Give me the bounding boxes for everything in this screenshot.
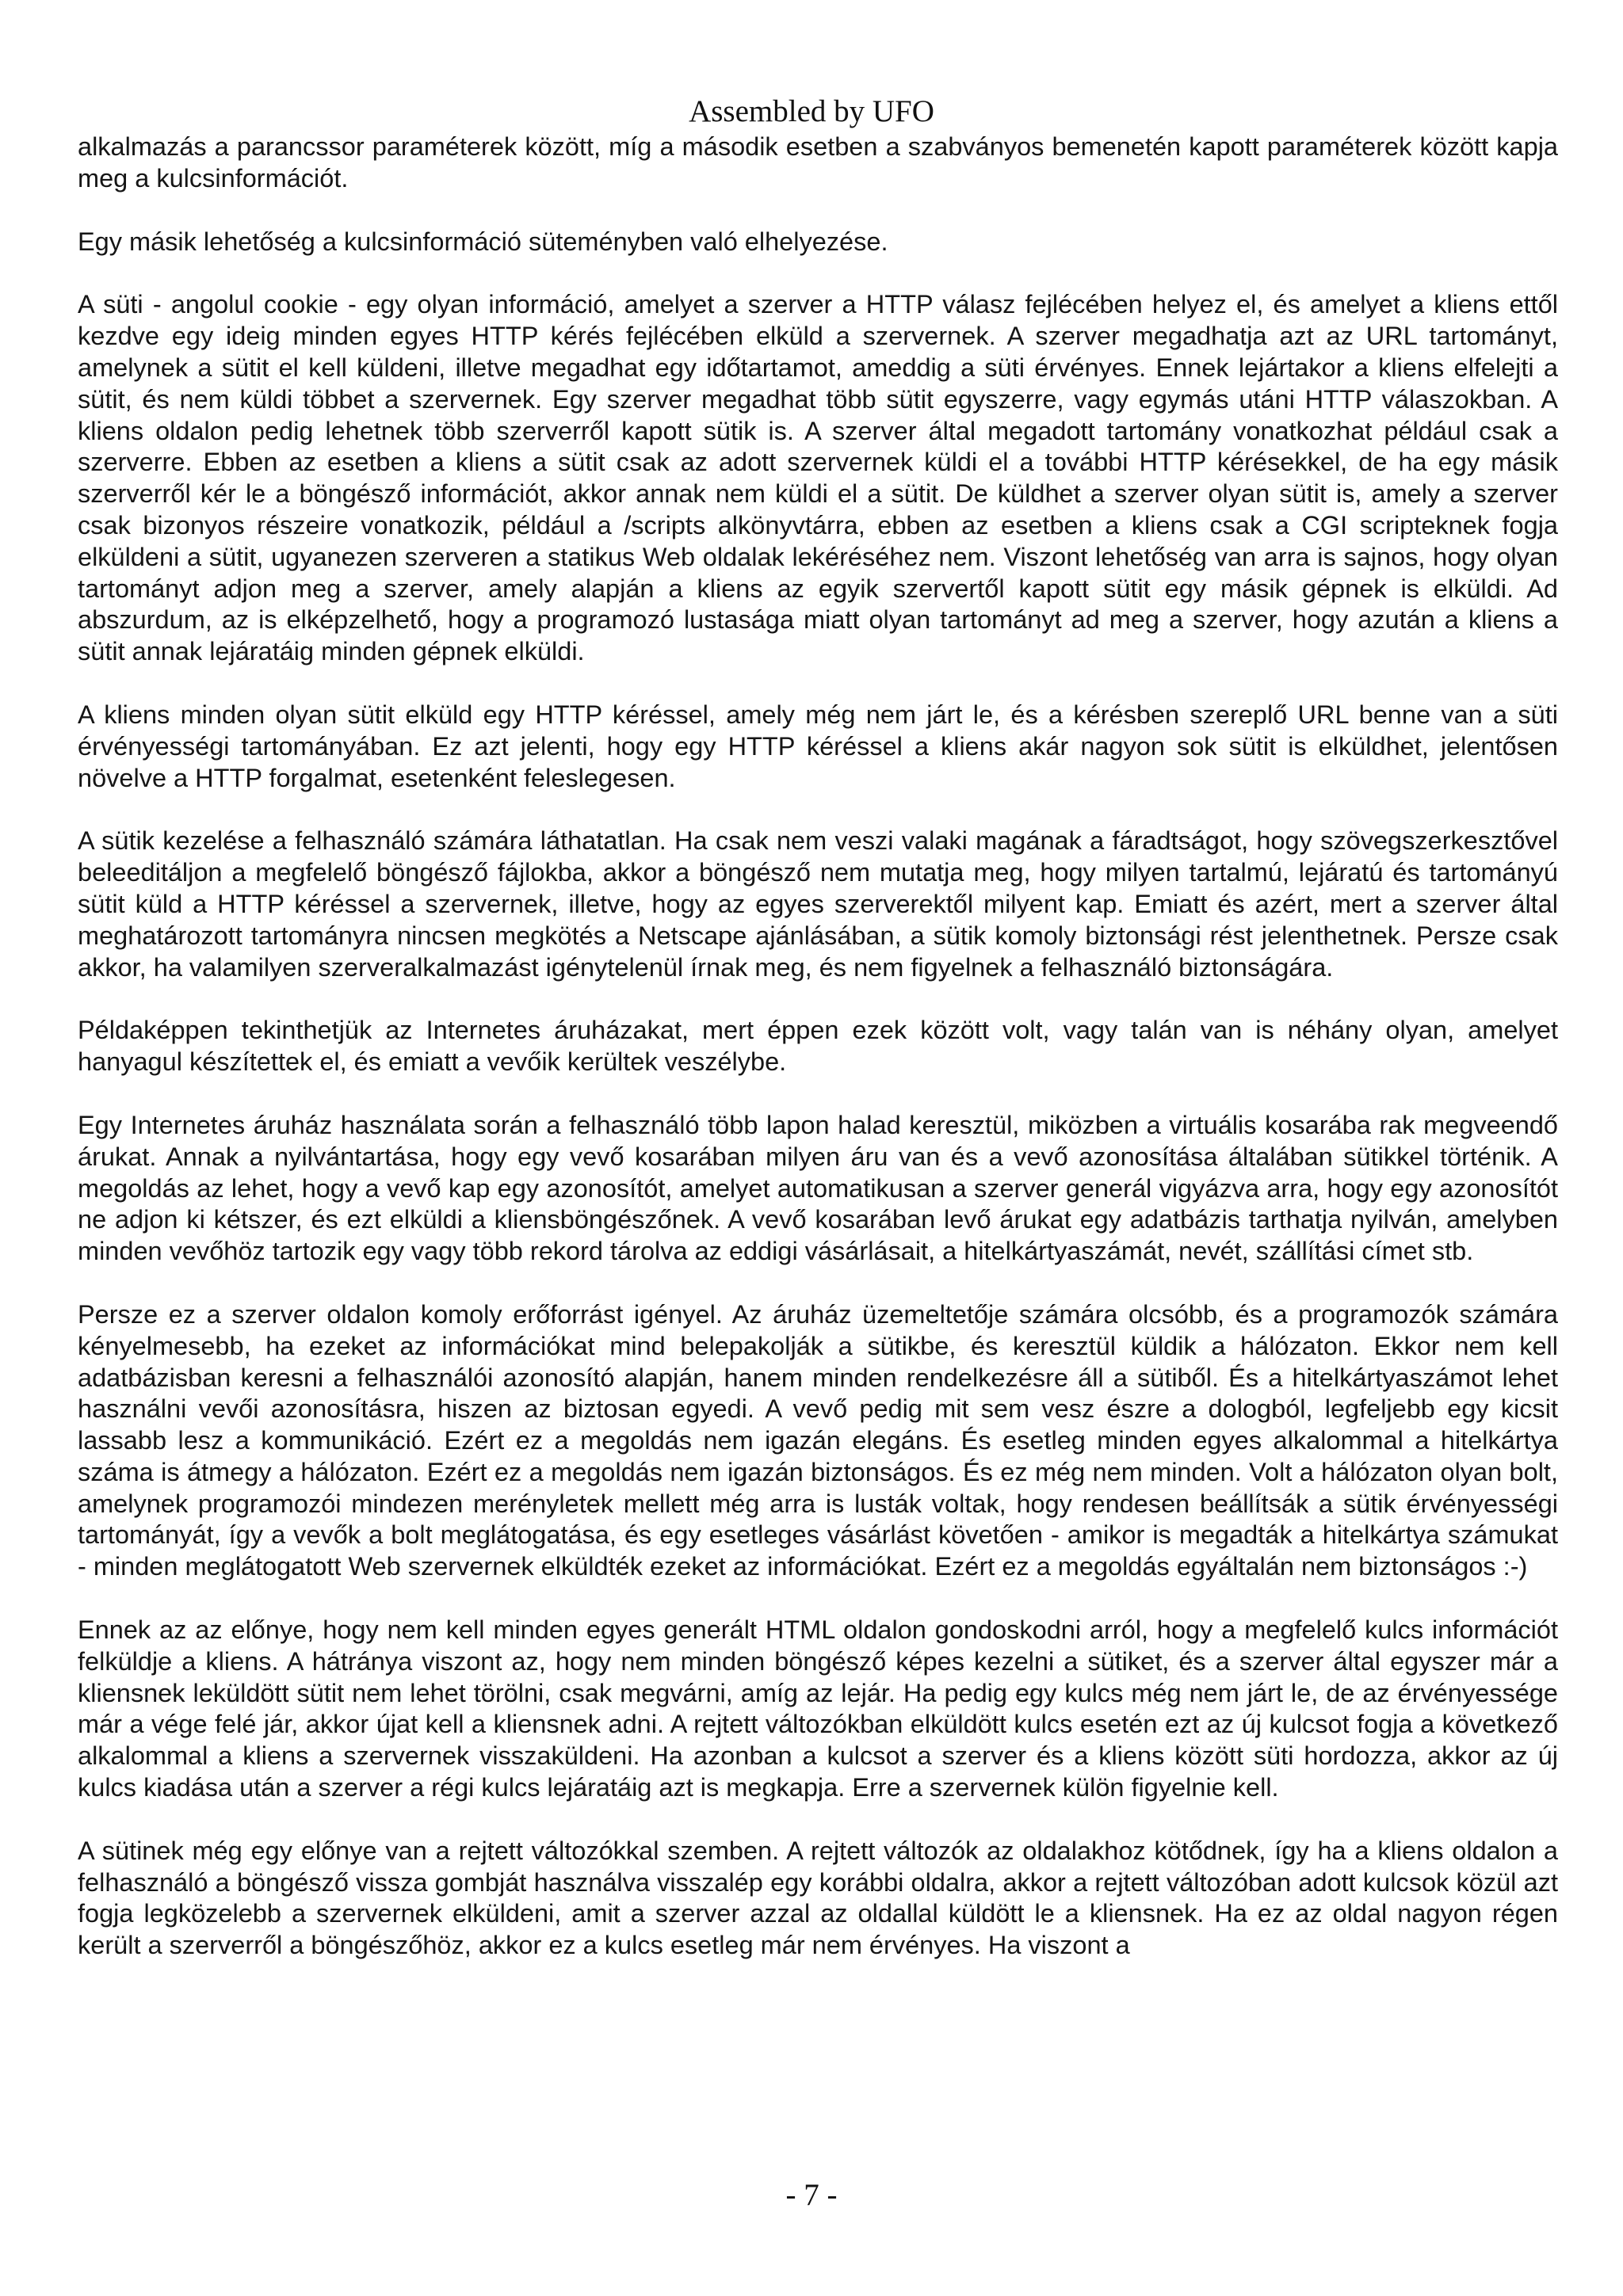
paragraph-6: Példaképpen tekinthetjük az Internetes áruházakat, mert éppen ezek között volt, vagy talán van is néhány olyan, amelyet hanyagul készítettek el, és emiatt a vevőik kerültek veszélybe. [78,1016,1558,1077]
paragraph-2: Egy másik lehetőség a kulcsinformáció süteményben való elhelyezése. [78,227,888,256]
body-text [78,132,1558,1962]
paragraph-4: A kliens minden olyan sütit elküld egy HTTP kéréssel, amely még nem járt le, és a kérésben szereplő URL benne van a süti érvényességi tartományában. Ez azt jelenti, hogy egy HTTP kéréssel a kliens akár nagyon sok sütit is elküldhet, jelentősen növelve a HTTP forgalmat, esetenként feleslegesen. [78,700,1558,792]
page-number: - 7 - [785,2178,838,2212]
paragraph-7: Egy Internetes áruház használata során a felhasználó több lapon halad keresztül, miközben a virtuális kosarába rak megveendő árukat. Annak a nyilvántartása, hogy egy vevő kosarában milyen áru van és a vevő azonosítása általában sütikkel történik. A megoldás az lehet, hogy a vevő kap egy azonosítót, amelyet automatikusan a szerver generál vigyázva arra, hogy egy azonosítót ne adjon ki kétszer, és ezt elküldi a kliensböngészőnek. A vevő kosarában levő árukat egy adatbázis tarthatja nyilván, amelyben minden vevőhöz tartozik egy vagy több rekord tárolva az eddigi vásárlásait, a hitelkártyaszámát, nevét, szállítási címet stb. [78,1110,1558,1266]
paragraph-8: Persze ez a szerver oldalon komoly erőforrást igényel. Az áruház üzemeltetője számára olcsóbb, és a programozók számára kényelmesebb, ha ezeket az információkat mind belepakolják a sütikbe, és keresztül küldik a hálózaton. Ekkor nem kell adatbázisban keresni a felhasználói azonosító alapján, hanem minden rendelkezésre áll a sütiből. És a hitelkártyaszámot lehet használni vevői azonosításra, hiszen az biztosan egyedi. A vevő pedig mit sem vesz észre a dologból, legfeljebb egy kicsit lassabb lesz a kommunikáció. Ezért ez a megoldás nem igazán elegáns. És esetleg minden egyes alkalommal a hitelkártya száma is átmegy a hálózaton. Ezért ez a megoldás nem igazán biztonságos. És ez még nem minden. Volt a hálózaton olyan bolt, amelynek programozói mindezen merényletek mellett még arra is lusták voltak, hogy rendesen beállítsák a sütik érvényességi tartományát, így a vevők a bolt meglátogatása, és egy esetleges vásárlást követően - amikor is megadták a hitelkártya számukat - minden meglátogatott Web szervernek elküldték ezeket az információkat. Ezért ez a megoldás egyáltalán nem biztonságos :-) [78,1299,1558,1581]
paragraph-10: A sütinek még egy előnye van a rejtett változókkal szemben. A rejtett változók az oldalakhoz kötődnek, így ha a kliens oldalon a felhasználó a böngésző vissza gombját használva visszalép egy korábbi oldalra, akkor a rejtett változóban adott kulcsok közül azt fogja legközelebb a szervernek elküldeni, amit a szerver azzal az oldallal küldött le a kliensnek. Ha ez az oldal nagyon régen került a szerverről a böngészőhöz, akkor ez a kulcs esetleg már nem érvényes. Ha viszont a [78,1836,1558,1960]
paragraph-1: alkalmazás a parancssor paraméterek között, míg a második esetben a szabványos bemenetén kapott paraméterek között kapja meg a kulcsinformációt. [78,132,1558,193]
paragraph-9: Ennek az az előnye, hogy nem kell minden egyes generált HTML oldalon gondoskodni arról, hogy a megfelelő kulcs információt felküldje a kliens. A hátránya viszont az, hogy nem minden böngésző képes kezelni a sütiket, és a szerver által egyszer már a kliensnek leküldött sütit nem lehet törölni, csak megvárni, amíg az lejár. Ha pedig egy kulcs még nem járt le, de az érvényessége már a vége felé jár, akkor újat kell a kliensnek adni. A rejtett változókban elküldött kulcs esetén ezt az új kulcsot fogja a következő alkalommal a kliens a szervernek visszaküldeni. Ha azonban a kulcsot a szerver és a kliens között süti hordozza, akkor az új kulcs kiadása után a szerver a régi kulcs lejáratáig azt is megkapja. Erre a szervernek külön figyelnie kell. [78,1615,1558,1802]
paragraph-3: A süti - angolul cookie - egy olyan információ, amelyet a szerver a HTTP válasz fejlécében helyez el, és amelyet a kliens ettől kezdve egy ideig minden egyes HTTP kérés fejlécében elküld a szervernek. A szerver megadhatja azt az URL tartományt, amelynek a sütit el kell küldeni, illetve megadhat egy időtartamot, ameddig a süti érvényes. Ennek lejártakor a kliens elfelejti a sütit, és nem küldi többet a szervernek. Egy szerver megadhat több sütit egyszerre, vagy egymás utáni HTTP válaszokban. A kliens oldalon pedig lehetnek több szerverről kapott sütik is. A szerver által megadott tartomány vonatkozhat például csak a szerverre. Ebben az esetben a kliens a sütit csak az adott szervernek küldi el a további HTTP kérésekkel, de ha egy másik szerverről kér le a böngésző információt, akkor annak nem küldi el a sütit. De küldhet a szerver olyan sütit is, amely a szerver csak bizonyos részeire vonatkozik, például a /scripts alkönyvtárra, ebben az esetben a kliens csak a CGI scripteknek fogja elküldeni a sütit, ugyanezen szerveren a statikus Web oldalak lekéréséhez nem. Viszont lehetőség van arra is sajnos, hogy olyan tartományt adjon meg a szerver, amely alapján a kliens az egyik szervertől kapott sütit egy másik gépnek is elküldi. Ad abszurdum, az is elképzelhető, hogy a programozó lustasága miatt olyan tartományt ad meg a szerver, hogy azután a kliens a sütit annak lejáratáig minden gépnek elküldi. [78,290,1558,666]
page-header: Assembled by UFO [689,94,934,128]
paragraph-5: A sütik kezelése a felhasználó számára láthatatlan. Ha csak nem veszi valaki magának a fáradtságot, hogy szövegszerkesztővel beleeditáljon a megfelelő böngésző fájlokba, akkor a böngésző nem mutatja meg, hogy milyen tartalmú, lejáratú és tartományú sütit küld a HTTP kéréssel a szervernek, illetve, hogy az egyes szerverektől milyent kap. Emiatt és azért, mert a szerver által meghatározott tartományra nincsen megkötés a Netscape ajánlásában, a sütik komoly biztonsági rést jelenthetnek. Persze csak akkor, ha valamilyen szerveralkalmazást igénytelenül írnak meg, és nem figyelnek a felhasználó biztonságára. [78,826,1558,982]
